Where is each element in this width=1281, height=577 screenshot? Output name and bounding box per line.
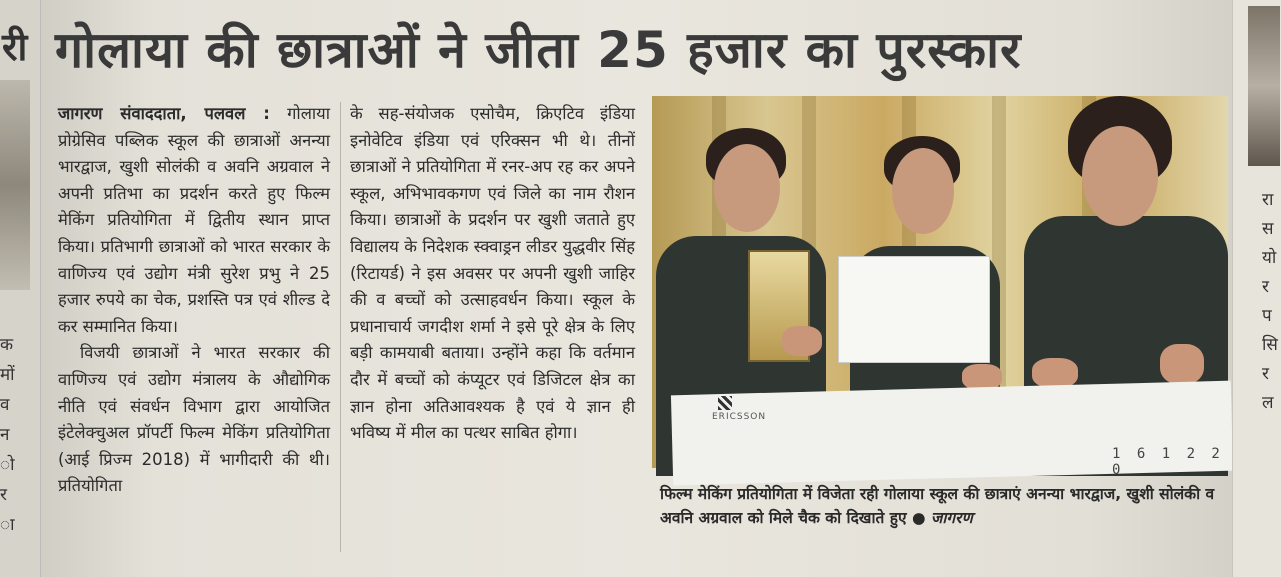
right-fragment-line: प (1262, 306, 1272, 326)
article-paragraph (58, 101, 330, 340)
left-fragment-photo (0, 80, 30, 290)
left-fragment-text (0, 330, 38, 540)
article-paragraph: के सह-संयोजक एसोचैम, क्रिएटिव इंडिया इनोवेटिव इंडिया एवं एरिक्सन भी थे। तीनों छात्राओं ने प्रतियोगिता में रनर-अप रह कर अपने स्कूल, अभिभावकगण एवं जिले का नाम रौशन किया। छात्राओं के प्रदर्शन पर खुशी जताते हुए विद्यालय के निदेशक स्क्वाड्रन लीडर युद्धवीर सिंह (रिटायर्ड) ने इस अवसर पर अपनी खुशी जाहिर की व बच्चों को उत्साहवर्धन किया। स्कूल के प्रधानाचार्य जगदीश शर्मा ने इसे पूरे क्षेत्र के लिए बड़ी कामयाबी बताया। उन्होंने कहा कि वर्तमान दौर में बच्चों को कंप्यूटर एवं डिजिटल क्षेत्र का ज्ञान होना अतिआवश्यक है एवं ये ज्ञान ही भविष्य में मील का पत्थर साबित होगा। (350, 104, 635, 443)
article-paragraph: विजयी छात्राओं ने भारत सरकार की वाणिज्य एवं उद्योग मंत्रालय के औद्योगिक नीति एवं संवर्धन विभाग द्वारा आयोजित इंटेलेक्चुअल प्रॉपर्टी फिल्म मेकिंग प्रतियोगिता (आई प्रिज्म 2018) में भागीदारी की थी। प्रतियोगिता (58, 343, 330, 496)
column-divider (340, 102, 341, 552)
article-photo (652, 96, 1228, 478)
article-text: गोलाया प्रोग्रेसिव पब्लिक स्कूल की छात्राओं अनन्या भारद्वाज, खुशी सोलंकी व अवनि अग्रवाल ने अपनी प्रतिभा का प्रदर्शन करते हुए फिल्म मेकिंग प्रतियोगिता में द्वितीय स्थान प्राप्त किया। प्रतिभागी छात्राओं को भारत सरकार के वाणिज्य एवं उद्योग मंत्री सुरेश प्रभु ने 25 हजार रुपये का चेक, प्रशस्ति पत्र एवं शील्ड दे कर सम्मानित किया। (58, 104, 330, 336)
photo-caption (660, 482, 1220, 530)
left-fragment-line: र (0, 485, 7, 505)
ericsson-logo-icon (718, 396, 732, 410)
article-column-1 (58, 101, 330, 500)
right-fragment-line: सि (1262, 335, 1278, 355)
hand (782, 326, 822, 356)
right-fragment-line: रा (1262, 190, 1274, 210)
caption-credit: जागरण (930, 509, 973, 527)
right-fragment-line: यो (1262, 248, 1277, 268)
caption-text: फिल्म मेकिंग प्रतियोगिता में विजेता रही गोलाया स्कूल की छात्राएं अनन्या भारद्वाज, खुशी सोलंकी व अवनि अग्रवाल को मिले चैक को दिखाते हुए (660, 485, 1215, 527)
left-fragment-line: मों (0, 365, 15, 385)
left-fragment-line: न (0, 425, 10, 445)
caption-bullet-icon: ● (911, 509, 926, 527)
right-fragment-line: र (1262, 277, 1269, 297)
right-fragment-line: स (1262, 219, 1274, 239)
left-fragment-line: ो (0, 455, 15, 475)
right-fragment-line: र (1262, 364, 1269, 384)
hand (1032, 358, 1078, 388)
cheque-number: 1 6 1 2 2 0 (1112, 446, 1224, 478)
right-fragment-line: ल (1262, 393, 1274, 413)
right-fragment-text (1262, 186, 1280, 418)
article-headline: गोलाया की छात्राओं ने जीता 25 हजार का पुरस्कार (55, 21, 1022, 79)
left-fragment-heading: री (2, 25, 28, 69)
cheque-brand: ERICSSON (712, 412, 767, 422)
article-column-2 (350, 101, 635, 447)
right-fragment-photo (1248, 6, 1280, 166)
left-fragment-line: ा (0, 515, 15, 535)
hand (1160, 344, 1204, 384)
student-1-face (714, 144, 780, 232)
award-certificate (838, 256, 990, 363)
left-fragment-line: क (0, 335, 14, 355)
article-byline: जागरण संवाददाता, पलवल : (58, 104, 270, 123)
student-2-face (892, 148, 954, 234)
left-fragment-line: व (0, 395, 10, 415)
student-3-face (1082, 126, 1158, 226)
